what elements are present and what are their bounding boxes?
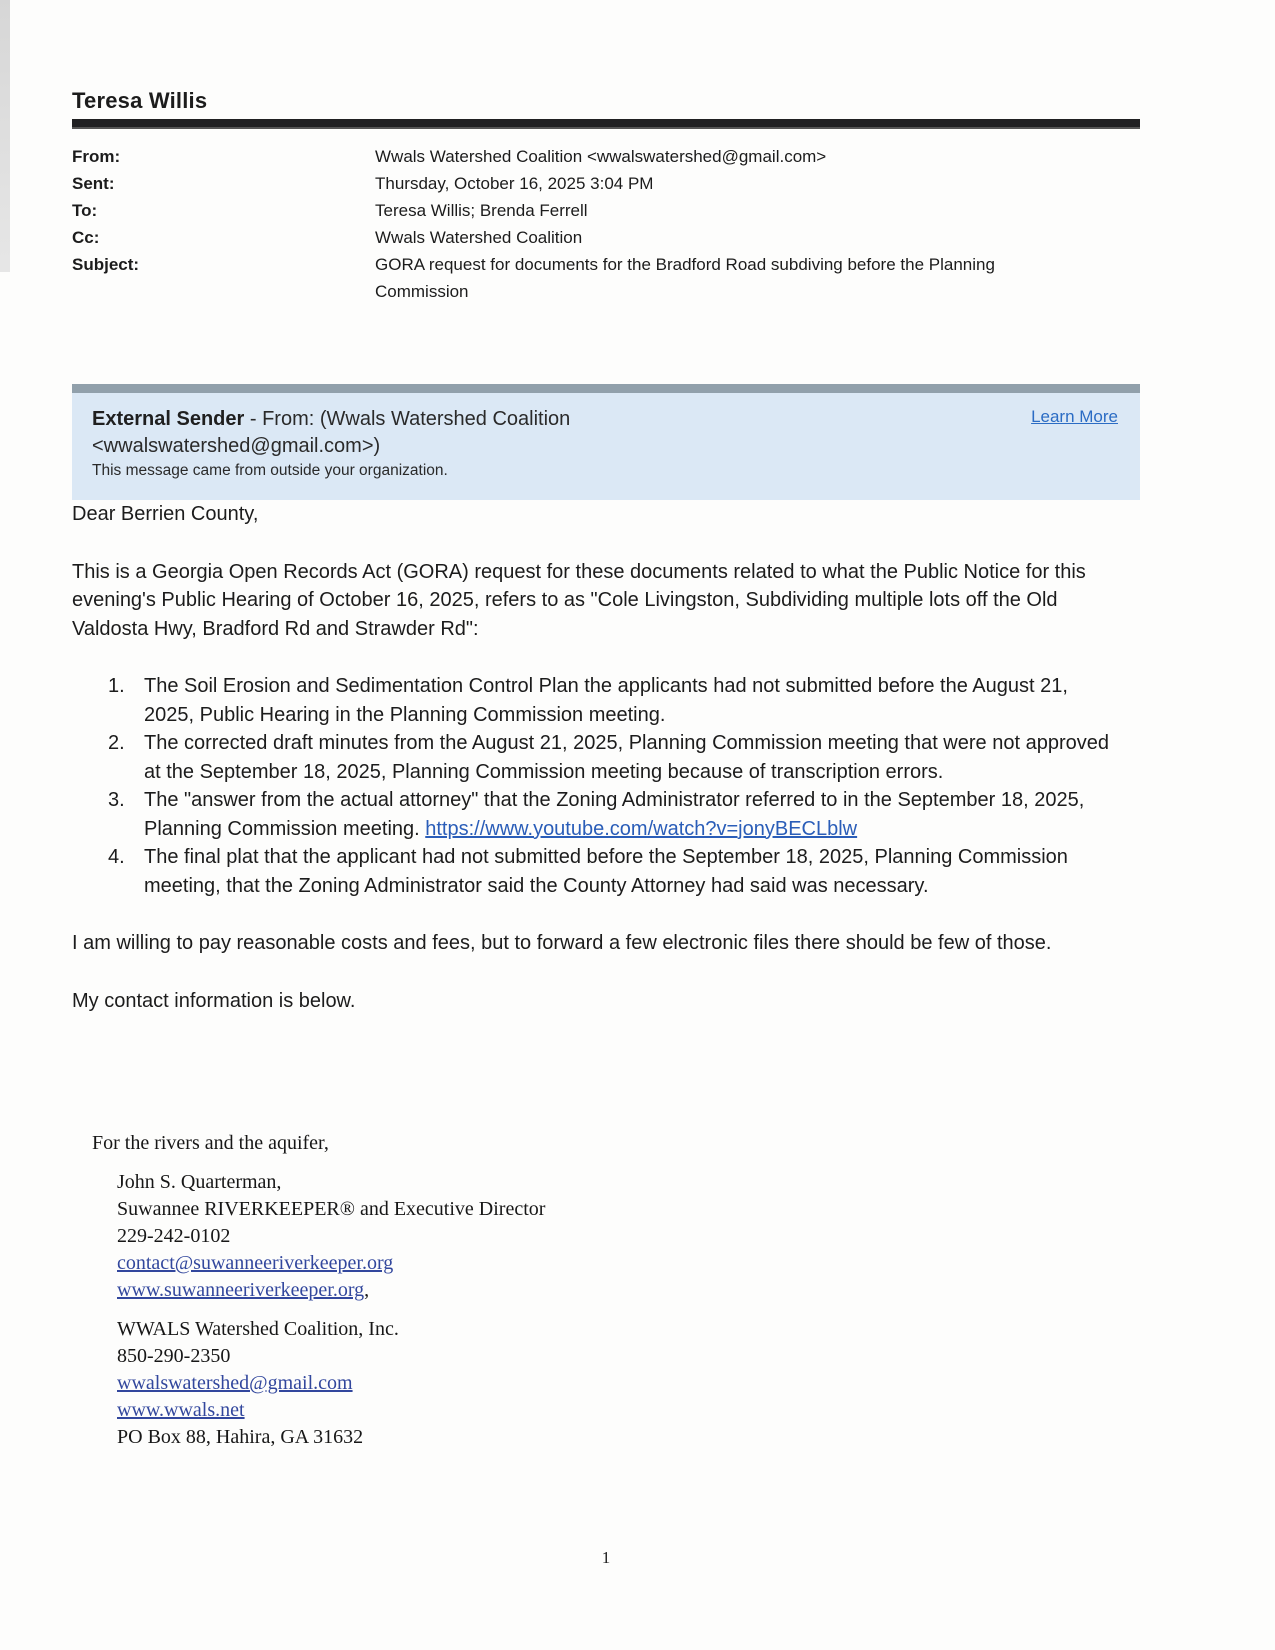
list-item	[72, 729, 1112, 786]
scan-edge-artifact	[0, 0, 10, 272]
signature-closing: For the rivers and the aquifer,	[92, 1132, 329, 1154]
sent-label: Sent:	[72, 174, 115, 193]
email-body	[72, 500, 1112, 1044]
field-row-subject	[72, 251, 1140, 305]
recipient-name: Teresa Willis	[72, 88, 208, 113]
cc-value: Wwals Watershed Coalition	[375, 228, 583, 247]
signature-personal	[117, 1169, 1140, 1304]
list-item-text: The Soil Erosion and Sedimentation Control Plan the applicants had not submitted before the August 21, 2025, Public Hearing in the Planning Commission meeting.	[144, 675, 1068, 726]
header-rule	[72, 119, 1140, 129]
org-name: WWALS Watershed Coalition, Inc.	[117, 1318, 399, 1340]
to-value: Teresa Willis; Brenda Ferrell	[375, 201, 588, 220]
org-email-link[interactable]: wwalswatershed@gmail.com	[117, 1372, 353, 1394]
list-item-text: The final plat that the applicant had not submitted before the September 18, 2025, Planning Commission meeting, that the Zoning Administrator said the County Attorney had said was necessary.	[144, 846, 1068, 897]
field-row-sent	[72, 170, 1140, 197]
list-item	[72, 672, 1112, 729]
org-website-link[interactable]: www.wwals.net	[117, 1399, 245, 1421]
list-marker: 2.	[108, 732, 125, 754]
list-item-text	[144, 786, 1112, 843]
list-item-text: The corrected draft minutes from the August 21, 2025, Planning Commission meeting that were not approved at the September 18, 2025, Planning Commission meeting because of transcription errors.	[144, 732, 1109, 783]
body-paragraph-3: My contact information is below.	[72, 989, 356, 1012]
list-item	[72, 786, 1112, 843]
to-label: To:	[72, 201, 98, 220]
banner-top-strip	[72, 384, 1140, 393]
body-paragraph-2: I am willing to pay reasonable costs and fees, but to forward a few electronic files there should be few of those.	[72, 932, 1052, 954]
list-marker: 3.	[108, 789, 125, 811]
banner-subtitle: This message came from outside your organization.	[92, 462, 448, 479]
document-header	[72, 88, 1140, 129]
list-item	[72, 843, 1112, 900]
from-label: From:	[72, 147, 121, 166]
signature-website-link[interactable]: www.suwanneeriverkeeper.org	[117, 1279, 365, 1301]
subject-value: GORA request for documents for the Bradford Road subdiving before the Planning Commission	[375, 255, 995, 301]
numbered-list	[72, 672, 1112, 900]
signature-name: John S. Quarterman,	[117, 1171, 282, 1193]
subject-label: Subject:	[72, 255, 140, 274]
from-value: Wwals Watershed Coalition <wwalswatershed@gmail.com>	[375, 147, 827, 166]
signature-email-link[interactable]: contact@suwanneeriverkeeper.org	[117, 1252, 394, 1274]
list-marker: 1.	[108, 675, 125, 697]
list-item-text-span: The "answer from the actual attorney" that the Zoning Administrator referred to in the September 18, 2025, Planning Commission meeting.	[144, 789, 1085, 840]
cc-label: Cc:	[72, 228, 100, 247]
email-meta-fields	[72, 143, 1140, 305]
external-sender-from: - From: (Wwals Watershed Coalition <wwalswatershed@gmail.com>)	[92, 408, 571, 457]
banner-text	[92, 406, 692, 481]
field-row-cc	[72, 224, 1140, 251]
sent-value: Thursday, October 16, 2025 3:04 PM	[375, 174, 654, 193]
signature-phone-personal: 229-242-0102	[117, 1225, 231, 1247]
external-sender-banner	[72, 384, 1140, 500]
learn-more-link[interactable]: Learn More	[1031, 407, 1118, 426]
field-row-from	[72, 143, 1140, 170]
salutation: Dear Berrien County,	[72, 503, 259, 525]
org-address: PO Box 88, Hahira, GA 31632	[117, 1426, 364, 1448]
signature-org	[117, 1316, 1140, 1451]
external-sender-title: External Sender	[92, 408, 245, 430]
youtube-link[interactable]: https://www.youtube.com/watch?v=jonyBECLblw	[425, 817, 858, 840]
page-number: 1	[601, 1548, 611, 1567]
org-phone: 850-290-2350	[117, 1345, 231, 1367]
body-paragraph-1: This is a Georgia Open Records Act (GORA) request for these documents related to what the Public Notice for this evening's Public Hearing of October 16, 2025, refers to as "Cole Livingston, Subdividing multiple lots off the Old Valdosta Hwy, Bradford Rd and Strawder Rd":	[72, 560, 1086, 640]
signature-block	[72, 1130, 1140, 1451]
banner-body	[72, 393, 1140, 500]
signature-website-suffix: ,	[364, 1279, 370, 1301]
list-marker: 4.	[108, 846, 125, 868]
signature-title: Suwannee RIVERKEEPER® and Executive Director	[117, 1198, 546, 1220]
field-row-to	[72, 197, 1140, 224]
